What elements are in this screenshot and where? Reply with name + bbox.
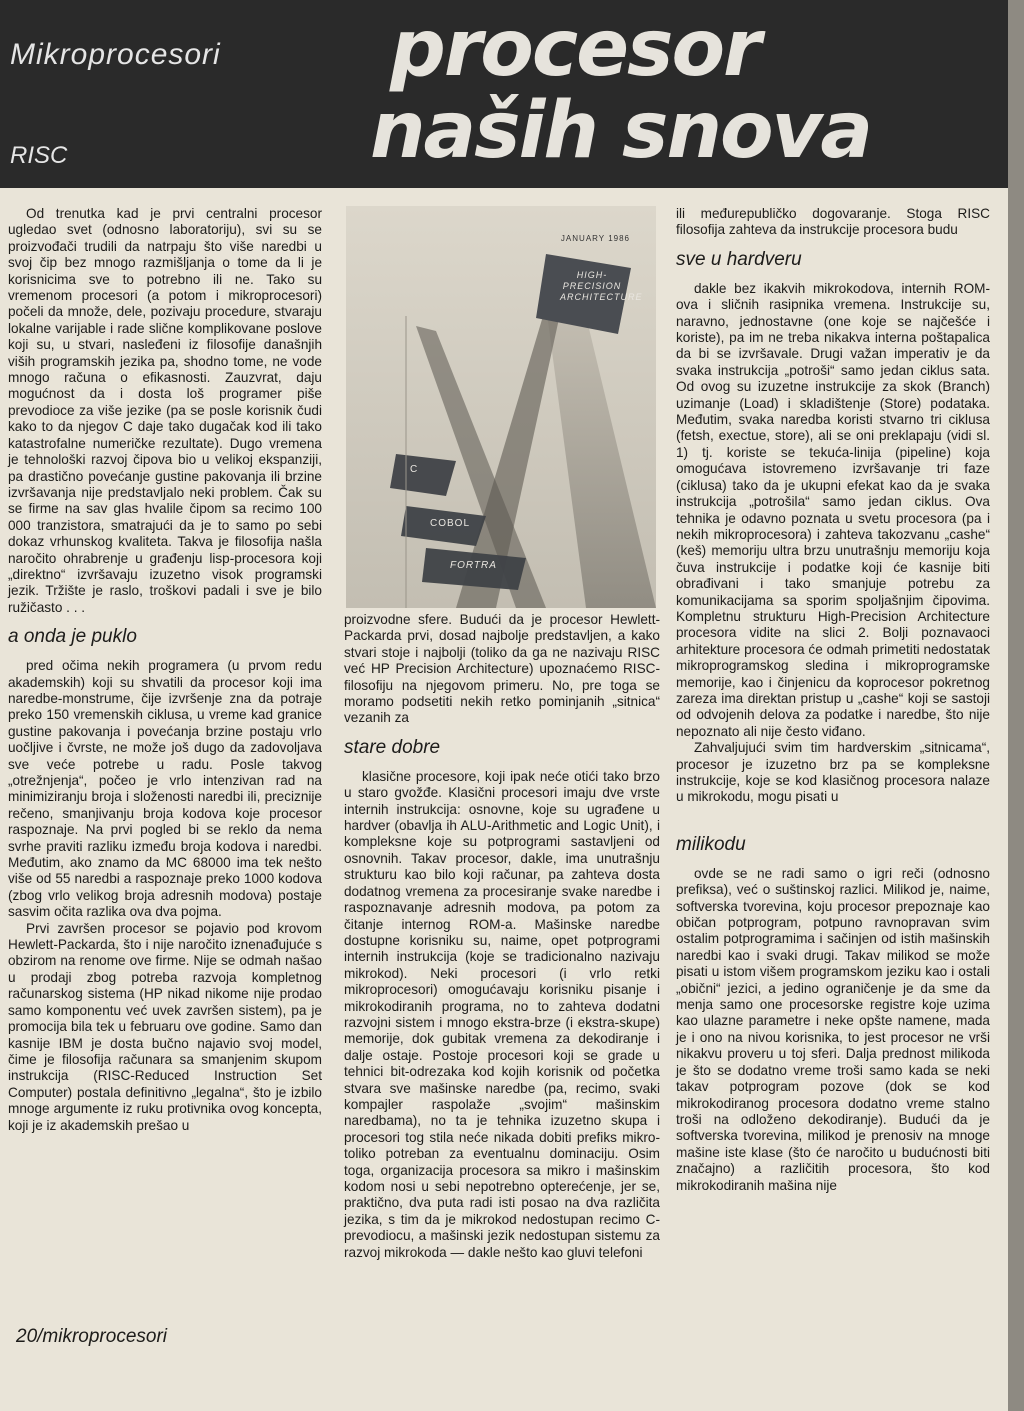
page-edge bbox=[1008, 0, 1024, 1411]
architecture-box-label bbox=[560, 270, 643, 303]
column-3 bbox=[676, 206, 990, 1194]
paragraph: pred očima nekih programera (u prvom redu akademskih) koji su shvatili da procesor koji ima naredbe-monstrume, čije izvršenje zna da potraje preko 150 vremenskih ciklusa, u vreme kad granice gustine pakovanja i povećanja brzine postaju vrlo uočljive i čvrste, ne može još dugo da zadovoljava sve veće potrebe u radu. Posle takvog „otrežnjenja“, počeo je vrlo intenzivan rad na minimiziranju broja i složenosti naredbi ili, preciznije rečeno, smanjivanju broja kodova koje procesor raspoznaje. Na prvi pogled bi se reklo da nema svrhe praviti razliku između broja kodova i naredbi. Međutim, ako znamo da MC 68000 ima tek nešto više od 55 naredbi a raspoznaje preko 1000 kodova (zbog vrlo velikog broja adresnih modova) postaje sasvim očita razlika ova dva pojma. bbox=[8, 658, 322, 920]
cover-illustration bbox=[346, 206, 656, 608]
language-block-cobol: COBOL bbox=[430, 518, 471, 529]
paragraph: ovde se ne radi samo o igri reči (odnosno prefiksa), već o suštinskoj razlici. Milikod je, naime, softverska tvorevina, koju procesor prepoznaje kao običan potprogram, potpuno ravnopravan svim ostalim potprogramima i sačinjen od istih mašinskih naredbi kao i svaki drugi. Takav milikod se može pisati u istom višem programskom jeziku kao i ostali „obični“ jezici, a jedino ograničenje je da sme da menja samo one procesorske registre koje uzima kao ulazne parametre i neke opšte namene, mada je i ono na nivou korisnika, to jest procesor ne vrši nikakvu proveru u toj sferi. Dalja prednost milikoda je što se dodatno vreme troši samo kada se neki takav potprogram pozove (dok se kod mikrokodiranog procesora dodatno vreme stalno troši na odloženo dekodiranje). Budući da je softverska tvorevina, milikod je prenosiv na mnoge mašine iste klase (što će naročito u budućnosti biti značajno) a različitih procesora, što kod mikrokodiranih mašina nije bbox=[676, 865, 990, 1193]
box-label-line: HIGH- bbox=[576, 270, 608, 280]
box-label-line: ARCHITECTURE bbox=[560, 292, 643, 302]
subheading: stare dobre bbox=[344, 736, 441, 758]
subheading: milikodu bbox=[676, 833, 746, 855]
title-line-2: naših snova bbox=[370, 86, 872, 176]
language-block-fortran: FORTRA bbox=[450, 560, 497, 571]
language-block-c: C bbox=[410, 464, 419, 475]
title-line-1: procesor bbox=[390, 4, 760, 94]
figure-date: JANUARY 1986 bbox=[560, 234, 630, 243]
paragraph: proizvodne sfere. Budući da je procesor Hewlett-Packarda prvi, dosad najbolje predstavljen, a kako stvari stoje i najbolji (toliko da ga ne nazivaju RISC već HP Precision Architecture) upoznaćemo RISC-filosofiju na njegovom primeru. No, pre toga se moramo podsetiti nekih retko pominjanih „sitnica“ vezanih za bbox=[344, 612, 660, 726]
paragraph: Prvi završen procesor se pojavio pod krovom Hewlett-Packarda, što i nije naročito iznenađujuće s obzirom na renome ove firme. Nije se odmah našao u prodaji zbog potreba razvoja kompletnog računarskog sistema (HP nikad nikome nije prodao samo komponentu već uvek završen sistem), pa je promocija bila tek u februaru ove godine. Samo dan kasnije IBM je dosta bučno najavio svoj model, čime je filosofija računara sa smanjenim skupom instrukcija (RISC-Reduced Instruction Set Computer) postala definitivno „legalna“, što je izbilo mnoge argumente iz ruku protivnika ovog koncepta, koji je iz akademskih prešao u bbox=[8, 920, 322, 1133]
column-2 bbox=[344, 612, 660, 1261]
paragraph: dakle bez ikakvih mikrokodova, internih ROM-ova i sličnih rasipnika vremena. Instrukcije su, naravno, jednostavne (one koje se najčešće i koriste), pa im ne treba nikakva interna poštapalica da bi se izvršavale. Drugi važan imperativ je da svaka instrukcija „potroši“ samo jedan ciklus sata. Od ovog su izuzetne instrukcije za skok (Branch) uzimanje (Load) i skladištenje (Store) podataka. Međutim, svaka naredba koristi stvarno tri ciklusa (fetsh, exectue, store), ali se oni preklapaju (vidi sl. 1) tj. koriste se tekuća-linija (pipeline) koja omogućava istovremeno izvršavanje tri faze (ciklusa) tako da je ukupni efekat kao da je svaka instrukcija „potrošila“ samo jedan ciklus. Ova tehnika je odavno poznata u svetu procesora (pa i nekih mikroprocesora) i zahteva takozvanu „cashe“ (keš) memoriju ultra brzu unutrašnju memoriju koja čuva instrukcije i podatke koji će kasnije biti obrađivani i tako smanjuje potrebu za komunikacijama sa sporim spoljašnjim čipovima. Kompletnu strukturu High-Precision Architecture procesora vidite na slici 2. Bolji poznavaoci arhitekture procesora će odmah primetiti nedostatak mikroprogramskog sledina i mikroprogramske memorije, kao i činjenicu da koprocesor pokretnog zareza ima direktan pristup u „cashe“ koji se sastoji od odvojenih delova za podatke i naredbe, što nije nepoznato ali nije često viđano. bbox=[676, 280, 990, 739]
subheading: sve u hardveru bbox=[676, 248, 802, 270]
paragraph: Od trenutka kad je prvi centralni procesor ugledao svet (odnosno laboratoriju), svi su se proizvođači trudili da natrpaju što više naredbi u svoj čip bez mnogo razmišljanja o tome da li je korisnicima sve to potrebno ili ne. Tako su vremenom procesori (a potom i mikroprocesori) počeli da množe, dele, pozivaju procedure, stvaraju lokalne varijable i rade slične komplikovane poslove koji su, u stvari, nasleđeni iz filosofije današnjih viših programskih jezika pa, shodno tome, ne vode mnogo računa o efikasnosti. Zauzvrat, daju mogućnost da i dosta loš programer piše prevodioce za više jezike (pa se posle korisnik čudi kako to da njegov C daje tako dugačak kod ili tako katastrofalne numeričke rezultate). Dugo vremena je tehnološki razvoj čipova bio u velikoj ekspanziji, pa drastično povećanje gustine pakovanja ili brzine izvršavanja nije predstavljalo neki problem. Čak su se firme na sav glas hvalile čipom sa recimo 100 000 tranzistora, smatrajući da je to samo po sebi dokaz vrhunskog kvaliteta. Takva je filosofija našla naročito ohrabrenje u građenju lisp-procesora koji „direktno“ izvršavaju izuzetno visok programski jezik. Tržište je raslo, troškovi padali i sve je bilo ružičasto . . . bbox=[8, 206, 322, 615]
subheading: a onda je puklo bbox=[8, 626, 137, 648]
paragraph: ili međurepubličko dogovaranje. Stoga RISC filosofija zahteva da instrukcije procesora budu bbox=[676, 206, 990, 238]
subsection-label: RISC bbox=[10, 142, 68, 169]
box-label-line: PRECISION bbox=[562, 281, 622, 291]
article-title bbox=[370, 4, 990, 176]
illustration-graphic bbox=[346, 206, 656, 608]
paragraph: Zahvaljujući svim tim hardverskim „sitnicama“, procesor je izuzetno brz pa se kompleksne instrukcije, koje se kod klasičnog procesora nalaze u mikrokodu, mogu pisati u bbox=[676, 740, 990, 805]
page-footer: 20/mikroprocesori bbox=[16, 1326, 167, 1347]
column-1 bbox=[8, 206, 322, 1134]
paragraph: klasične procesore, koji ipak neće otići tako brzo u staro gvožđe. Klasični procesori imaju dve vrste internih instrukcija: osnovne, koje su ugrađene u hardver (obavlja ih ALU-Arithmetic and Logic Unit), i kompleksne koje su potprogrami sastavljeni od osnovnih. Takav procesor, dakle, ima unutrašnju strukturu kao bilo koji računar, pa zahteva dosta dodatnog vremena za procesiranje svake naredbe i raspoznavanje adresnih modova, pa potom za čitanje internog ROM-a. Mašinske naredbe dostupne korisniku su, naime, opet potprogrami internih instrukcija (koje se tradicionalno nazivaju mikrokod). Neki procesori (i vrlo retki mikroprocesori) omogućavaju korisniku pisanje i mikrokodiranih programa, no to zahteva dodatni razvojni sistem i mnogo ekstra-brze (i ekstra-skupe) memorije, dok gubitak vremena za dekodiranje i dalje ostaje. Postoje procesori koji se grade u tehnici bit-odrezaka kod kojih korisnik od početka stvara sve mašinske naredbe (pa, recimo, svaki kompajler raspolaže „svojim“ mašinskim naredbama), no ta je tehnika izuzetno skupa i procesori tog stila neće nikada dobiti prefiks mikro- toliko potreban za eventualnu dominaciju. Osim toga, organizacija procesora sa mikro i mašinskim kodom nosi u sebi nepotrebno opterećenje, jer se, praktično, dva puta radi isti posao na dva različita jezika, s tim da je mikrokod nedostupan recimo C-prevodiocu, a mašinski jezik nedostupan sistemu za razvoj mikrokoda — dakle nešto kao gluvi telefoni bbox=[344, 768, 660, 1260]
section-label: Mikroprocesori bbox=[10, 38, 221, 71]
header-banner bbox=[0, 0, 1008, 188]
